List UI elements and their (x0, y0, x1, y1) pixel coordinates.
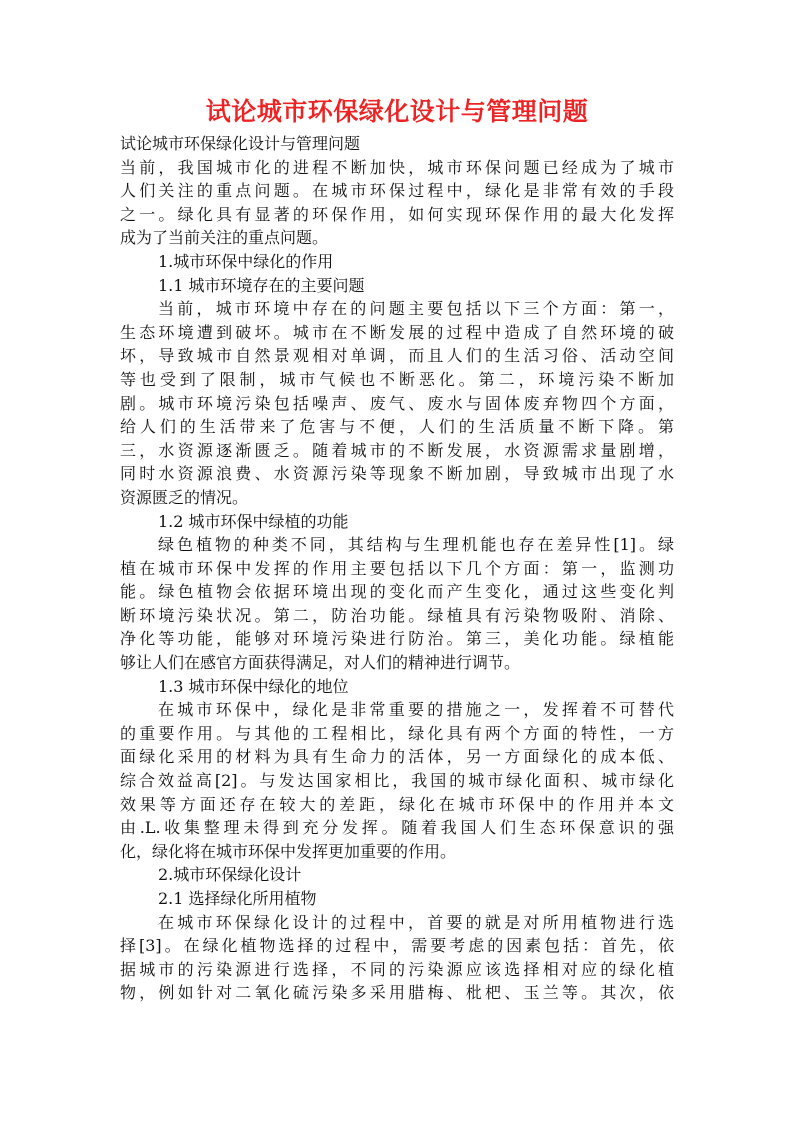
document-subtitle: 试论城市环保绿化设计与管理问题 (120, 134, 361, 153)
document-body (120, 132, 674, 1005)
paragraph-line: 综合效益高[2]。与发达国家相比，我国的城市绿化面积、城市绿化 (120, 771, 674, 791)
paragraph-line: 资源匮乏的情况。 (120, 487, 249, 507)
paragraph-line: 同时水资源浪费、水资源污染等现象不断加剧，导致城市出现了水 (120, 464, 674, 484)
paragraph-line: 在城市环保绿化设计的过程中，首要的就是对所用植物进行选 (158, 912, 674, 932)
paragraph-line: 剧。城市环境污染包括噪声、废气、废水与固体废弃物四个方面， (120, 393, 674, 413)
paragraph-line: 据城市的污染源进行选择，不同的污染源应该选择相对应的绿化植 (120, 959, 674, 979)
paragraph-line: 能。绿色植物会依据环境出现的变化而产生变化，通过这些变化判 (120, 582, 674, 602)
paragraph-line: 生态环境遭到破坏。城市在不断发展的过程中造成了自然环境的破 (120, 322, 674, 342)
paragraph-line: 植在城市环保中发挥的作用主要包括以下几个方面：第一，监测功 (120, 558, 674, 578)
section-heading-2: 2.城市环保绿化设计 (158, 865, 302, 885)
paragraph-line: 够让人们在感官方面获得满足，对人们的精神进行调节。 (120, 653, 521, 673)
paragraph-2-1 (120, 911, 674, 1005)
paragraph-line: 断环境污染状况。第二，防治功能。绿植具有污染物吸附、消除、 (120, 605, 674, 625)
paragraph-line: 净化等功能，能够对环境污染进行防治。第三，美化功能。绿植能 (120, 629, 674, 649)
section-heading-1-1: 1.1 城市环境存在的主要问题 (158, 275, 365, 295)
section-heading-1-3: 1.3 城市环保中绿化的地位 (158, 676, 349, 696)
section-heading-2-1: 2.1 选择绿化所用植物 (158, 889, 317, 908)
paragraph-line: 在城市环保中，绿化是非常重要的措施之一，发挥着不可替代 (158, 700, 674, 720)
paragraph-line: 当前，我国城市化的进程不断加快，城市环保问题已经成为了城市 (120, 157, 674, 177)
paragraph-line: 之一。绿化具有显著的环保作用，如何实现环保作用的最大化发挥 (120, 204, 674, 224)
paragraph-line: 化，绿化将在城市环保中发挥更加重要的作用。 (120, 841, 457, 861)
paragraph-line: 绿色植物的种类不同，其结构与生理机能也存在差异性[1]。绿 (158, 535, 674, 555)
paragraph-line: 等也受到了限制，城市气候也不断恶化。第二，环境污染不断加 (120, 369, 674, 389)
paragraph-line: 由.L.收集整理未得到充分发挥。随着我国人们生态环保意识的强 (120, 818, 674, 838)
section-heading-1-2: 1.2 城市环保中绿植的功能 (158, 511, 349, 531)
section-heading-1: 1.城市环保中绿化的作用 (158, 251, 334, 271)
paragraph-line: 三，水资源逐渐匮乏。随着城市的不断发展，水资源需求量剧增， (120, 440, 674, 460)
paragraph-line: 面绿化采用的材料为具有生命力的活体，另一方面绿化的成本低、 (120, 747, 674, 767)
paragraph-1-2 (120, 533, 674, 675)
paragraph-line: 当前，城市环境中存在的问题主要包括以下三个方面：第一， (158, 299, 674, 319)
paragraph-1-3 (120, 698, 674, 863)
paragraph-line: 效果等方面还存在较大的差距，绿化在城市环保中的作用并本文 (120, 794, 674, 814)
paragraph-line: 人们关注的重点问题。在城市环保过程中，绿化是非常有效的手段 (120, 181, 674, 201)
paragraph-line: 给人们的生活带来了危害与不便，人们的生活质量不断下降。第 (120, 417, 674, 437)
paragraph-line: 物，例如针对二氧化硫污染多采用腊梅、枇杷、玉兰等。其次，依 (120, 983, 674, 1003)
paragraph-1-1 (120, 297, 674, 509)
intro-paragraph (120, 156, 674, 250)
document-title: 试论城市环保绿化设计与管理问题 (205, 97, 589, 126)
paragraph-line: 择[3]。在绿化植物选择的过程中，需要考虑的因素包括：首先，依 (120, 936, 674, 956)
paragraph-line: 坏，导致城市自然景观相对单调，而且人们的生活习俗、活动空间 (120, 346, 674, 366)
paragraph-line: 的重要作用。与其他的工程相比，绿化具有两个方面的特性，一方 (120, 723, 674, 743)
paragraph-line: 成为了当前关注的重点问题。 (120, 228, 329, 248)
